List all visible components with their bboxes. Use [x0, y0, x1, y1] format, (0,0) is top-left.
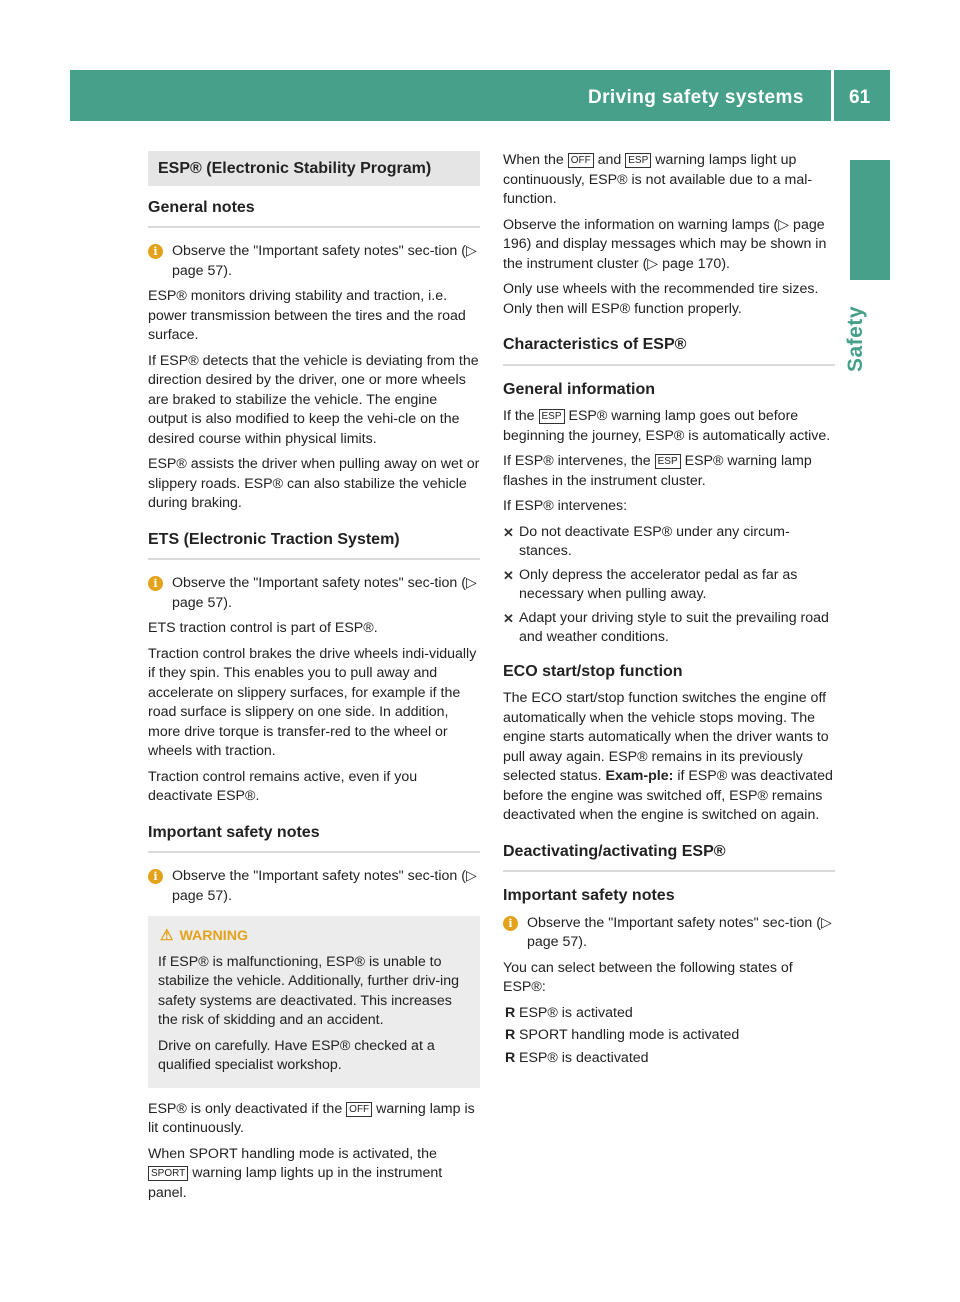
paragraph: When the OFF and ESP warning lamps light up continuously, ESP® is not available due to a mal-function. [503, 152, 813, 207]
page-reference-link[interactable]: Observe the "Important safety notes" sec-tion (▷ page 57). [172, 243, 477, 279]
page-header-title: Driving safety systems [588, 87, 804, 108]
paragraph: If ESP® detects that the vehicle is deviating from the direction desired by the driver, one or more wheels are braked to stabilize the vehicle. The engine output is also modified to keep the vehi-cle on the desired course within physical limits. [148, 352, 479, 447]
right-column [503, 151, 835, 1071]
left-column [148, 151, 480, 1209]
info-note [503, 914, 835, 953]
sport-warning-icon: SPORT [148, 1166, 188, 1181]
info-icon: i [148, 244, 163, 259]
paragraph: Observe the information on warning lamps (▷ page 196) and display messages which may be shown in the instrument cluster (▷ page 170). [503, 216, 827, 272]
info-icon: i [148, 576, 163, 591]
info-note [148, 574, 480, 613]
paragraph: Traction control brakes the drive wheels indi-vidually if they spin. This enables you to pull away and accelerate on slippery surfaces, for example if the road surface is slippery on one side. In addition, more drive torque is transfer-red to the wheel or wheels with traction. [148, 645, 477, 759]
paragraph: ESP® assists the driver when pulling away on wet or slippery roads. ESP® can also stabilize the vehicle during braking. [148, 456, 480, 511]
paragraph: ESP® monitors driving stability and traction, i.e. power transmission between the tires and the road surface. [148, 288, 466, 343]
paragraph: If ESP® intervenes, the ESP ESP® warning lamp flashes in the instrument cluster. [503, 453, 812, 489]
paragraph: ETS traction control is part of ESP®. [148, 620, 378, 636]
instruction-step: ✕ Only depress the accelerator pedal as far as necessary when pulling away. [503, 566, 798, 602]
esp-heading: ESP® (Electronic Stability Program) [148, 151, 480, 186]
instruction-step: ✕ Adapt your driving style to suit the prevailing road and weather conditions. [503, 609, 829, 645]
list-item: R ESP® is deactivated [505, 1049, 649, 1066]
characteristics-heading: Characteristics of ESP® [503, 335, 835, 366]
page-reference-link[interactable]: Observe the "Important safety notes" sec-tion (▷ page 57). [527, 914, 832, 950]
step-arrow-icon: ✕ [503, 610, 514, 626]
info-note [148, 242, 480, 281]
page-reference-link[interactable]: Observe the "Important safety notes" sec-tion (▷ page 57). [172, 575, 477, 611]
info-note [148, 867, 480, 906]
list-item: R ESP® is activated [505, 1004, 633, 1021]
page-number: 61 [849, 87, 871, 108]
eco-start-stop-heading: ECO start/stop function [503, 662, 683, 680]
step-arrow-icon: ✕ [503, 524, 514, 540]
important-safety-notes-heading: Important safety notes [148, 823, 480, 854]
esp-off-warning-icon: OFF [346, 1102, 372, 1117]
warning-triangle-icon: ⚠ [160, 927, 174, 944]
paragraph: If the ESP ESP® warning lamp goes out before beginning the journey, ESP® is automatically active. [503, 408, 831, 444]
important-safety-notes-heading: Important safety notes [503, 887, 675, 904]
esp-warning-icon: ESP [655, 454, 681, 469]
general-information-heading: General information [503, 380, 656, 398]
deactivating-activating-heading: Deactivating/activating ESP® [503, 842, 835, 873]
paragraph: Only use wheels with the recommended tire sizes. Only then will ESP® function properly. [503, 281, 819, 317]
page-reference-link[interactable]: Observe the "Important safety notes" sec-tion (▷ page 57). [172, 868, 477, 904]
ets-heading: ETS (Electronic Traction System) [148, 530, 480, 561]
esp-warning-icon: ESP [625, 153, 651, 168]
paragraph: If ESP® intervenes: [503, 498, 628, 514]
general-notes-heading: General notes [148, 198, 480, 229]
paragraph: The ECO start/stop function switches the engine off automatically when the vehicle stops moving. The engine starts automatically when the driver wants to pull away again. ESP® remains in its previously selected status. Exam-ple: if ESP® was deactivated before the engine was switched off, ESP® remains deactivated when the engine is switched on again. [503, 690, 833, 823]
warning-box [148, 916, 480, 1088]
paragraph: You can select between the following states of ESP®: [503, 959, 793, 995]
section-side-label: Safety [844, 305, 867, 372]
warning-paragraph: Drive on carefully. Have ESP® checked at a qualified specialist workshop. [158, 1037, 435, 1073]
esp-off-warning-icon: OFF [568, 153, 594, 168]
info-icon: i [148, 869, 163, 884]
paragraph: ESP® is only deactivated if the OFF warning lamp is lit continuously. [148, 1100, 475, 1136]
header-divider [831, 70, 834, 121]
instruction-step: ✕ Do not deactivate ESP® under any circum-stances. [503, 523, 790, 559]
info-icon: i [503, 916, 518, 931]
section-tab [850, 160, 890, 280]
warning-paragraph: If ESP® is malfunctioning, ESP® is unable to stabilize the vehicle. Additionally, further driv-ing safety systems are deactivated. This increases the risk of skidding and an accident. [158, 953, 459, 1028]
step-arrow-icon: ✕ [503, 567, 514, 583]
list-item: R SPORT handling mode is activated [505, 1027, 740, 1043]
paragraph: Traction control remains active, even if you deactivate ESP®. [148, 768, 418, 804]
esp-warning-icon: ESP [539, 409, 565, 424]
warning-title: ⚠ WARNING [160, 927, 249, 944]
paragraph: When SPORT handling mode is activated, the SPORT warning lamp lights up in the instrument panel. [148, 1145, 443, 1201]
